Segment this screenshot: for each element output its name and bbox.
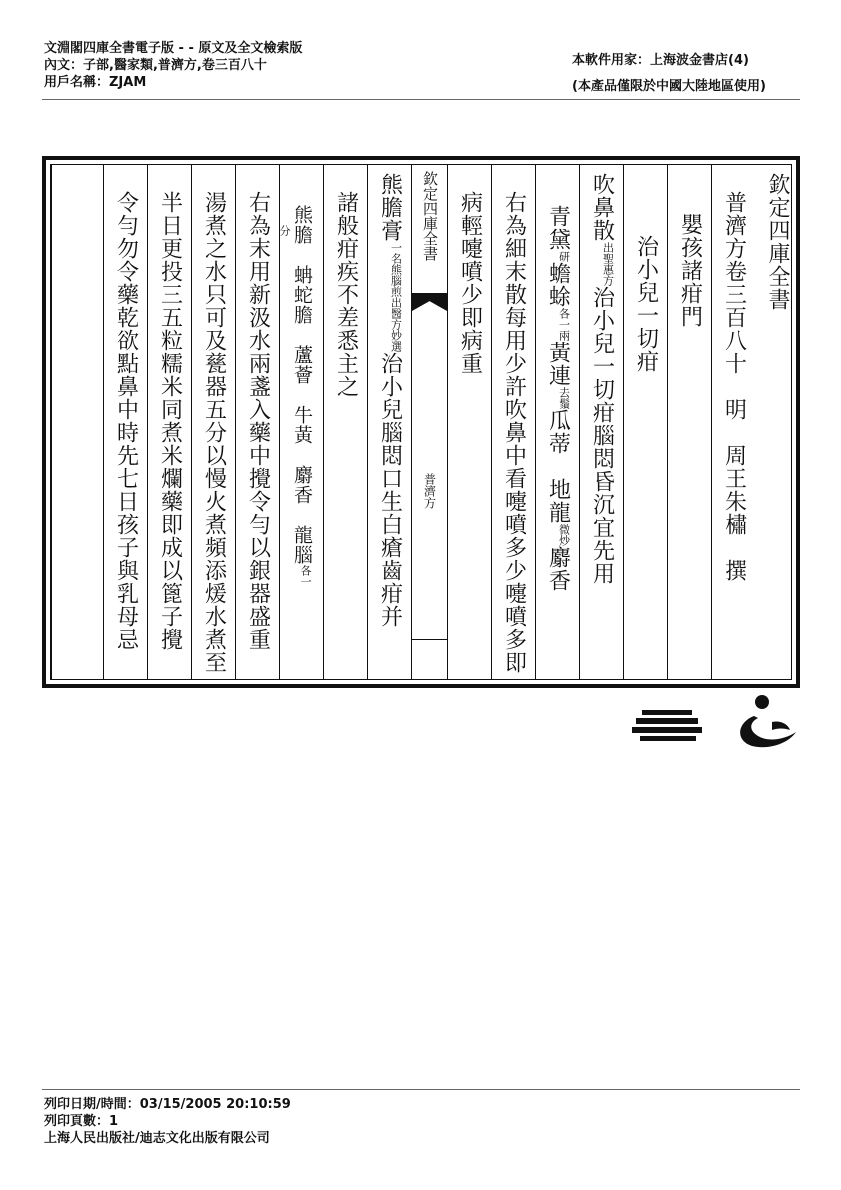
ingredient: 麝香 xyxy=(545,546,571,592)
column-text: 湯煮之水只可及甆器五分以慢火煮頻添煖水煮至 xyxy=(201,191,227,674)
license-info xyxy=(572,48,766,100)
seal-brush-icon xyxy=(732,694,800,752)
formula-text: 治小兒一切疳腦悶昏沉宜先用 xyxy=(589,286,615,585)
note-line: 鬚 xyxy=(557,398,571,409)
column-text: 欽定四庫全書 xyxy=(765,173,790,311)
column-text: 治小兒一切疳 xyxy=(633,235,659,373)
text-column-11 xyxy=(279,165,323,679)
page-inner-frame xyxy=(50,164,792,680)
text-column-1 xyxy=(755,165,799,679)
ingredient: 黃連 xyxy=(545,341,571,387)
license-holder: 本軟件用家：上海波金書店(4) xyxy=(572,53,749,68)
ingredient: 青黛 xyxy=(545,205,571,251)
ingredient-list: 熊膽 蚺蛇膽 蘆薈 牛黃 麝香 龍腦 xyxy=(291,205,313,565)
source-note xyxy=(602,242,615,286)
ingredient-note: 各一 xyxy=(299,565,312,587)
column-text: 令勻勿令藥乾欲點鼻中時先七日孩子與乳母忌 xyxy=(113,191,139,651)
column-text: 諸般疳疾不差悉主之 xyxy=(333,191,359,398)
banner-book-title: 普濟方 xyxy=(422,473,437,509)
note-line: 出聖 xyxy=(601,242,615,264)
text-column-13 xyxy=(191,165,235,679)
user-name: 用戶名稱：ZJAM xyxy=(44,75,147,90)
ingredient-note xyxy=(558,387,571,409)
footer-rule xyxy=(42,1089,800,1090)
ingredient: 瓜蒂 地龍 xyxy=(545,409,571,524)
text-column-10 xyxy=(323,165,367,679)
fish-tail-mark xyxy=(412,293,447,311)
column-text: 病輕嚏噴少即病重 xyxy=(457,191,483,375)
note-line: 去 xyxy=(557,387,571,398)
banner-title: 欽定四庫全書 xyxy=(421,171,439,261)
column-text xyxy=(545,205,571,592)
text-column-4 xyxy=(623,165,667,679)
note-line: 出醫方妙選 xyxy=(389,297,403,352)
column-text xyxy=(291,205,312,587)
text-column-2 xyxy=(711,165,755,679)
column-text: 半日更投三五粒糯米同煮米爛藥即成以篦子攪 xyxy=(157,191,183,651)
note-line: 惠方 xyxy=(601,264,615,286)
publisher-logo-icon xyxy=(632,708,702,744)
text-column-15 xyxy=(103,165,147,679)
note-line: 一名熊腦煎 xyxy=(389,242,403,297)
text-column-14 xyxy=(147,165,191,679)
formula-name: 吹鼻散 xyxy=(589,173,615,242)
note-line: 兩 xyxy=(557,330,571,341)
column-text: 普濟方卷三百八十 明 周王朱橚 撰 xyxy=(721,191,747,582)
ingredient-note xyxy=(558,308,571,341)
banner-divider xyxy=(412,639,447,640)
ingredient-note xyxy=(558,524,571,546)
header-rule xyxy=(42,99,800,100)
note-line: 微 xyxy=(557,524,571,535)
text-column-8 xyxy=(447,165,491,679)
print-pages: 列印頁數：1 xyxy=(44,1114,119,1129)
formula-text: 治小兒腦悶口生白瘡齒疳并 xyxy=(377,352,403,628)
product-title: 文淵閣四庫全書電子版 - - 原文及全文檢索版 xyxy=(44,41,303,56)
center-banner xyxy=(411,165,447,679)
column-text: 右為末用新汲水兩盞入藥中攪令勻以銀器盛重 xyxy=(245,191,271,651)
text-column-9 xyxy=(367,165,411,679)
footer-info xyxy=(44,1096,291,1147)
column-text: 右為細末散每用少許吹鼻中看嚏噴多少嚏噴多即 xyxy=(501,191,527,674)
content-path: 內文：子部,醫家類,普濟方,卷三百八十 xyxy=(44,58,267,73)
text-column-6 xyxy=(535,165,579,679)
text-column-7 xyxy=(491,165,535,679)
text-column-3 xyxy=(667,165,711,679)
text-column-5 xyxy=(579,165,623,679)
print-datetime: 列印日期/時間：03/15/2005 20:10:59 xyxy=(44,1097,291,1112)
blank-column xyxy=(51,165,103,679)
column-text xyxy=(377,173,403,628)
text-column-12 xyxy=(235,165,279,679)
region-restriction: (本產品僅限於中國大陸地區使用) xyxy=(572,79,766,94)
source-note xyxy=(390,242,403,352)
note-line: 炒 xyxy=(557,535,571,546)
page-frame xyxy=(42,156,800,688)
header-info xyxy=(44,40,302,91)
ingredient-note: 研 xyxy=(557,251,571,262)
formula-name: 熊膽膏 xyxy=(377,173,403,242)
column-text xyxy=(589,173,615,585)
publisher: 上海人民出版社/迪志文化出版有限公司 xyxy=(44,1131,270,1146)
ingredient-note: 分 xyxy=(278,225,291,236)
ingredient: 蟾蜍 xyxy=(545,262,571,308)
column-text: 嬰孩諸疳門 xyxy=(677,213,703,328)
note-line: 各一 xyxy=(557,308,571,330)
